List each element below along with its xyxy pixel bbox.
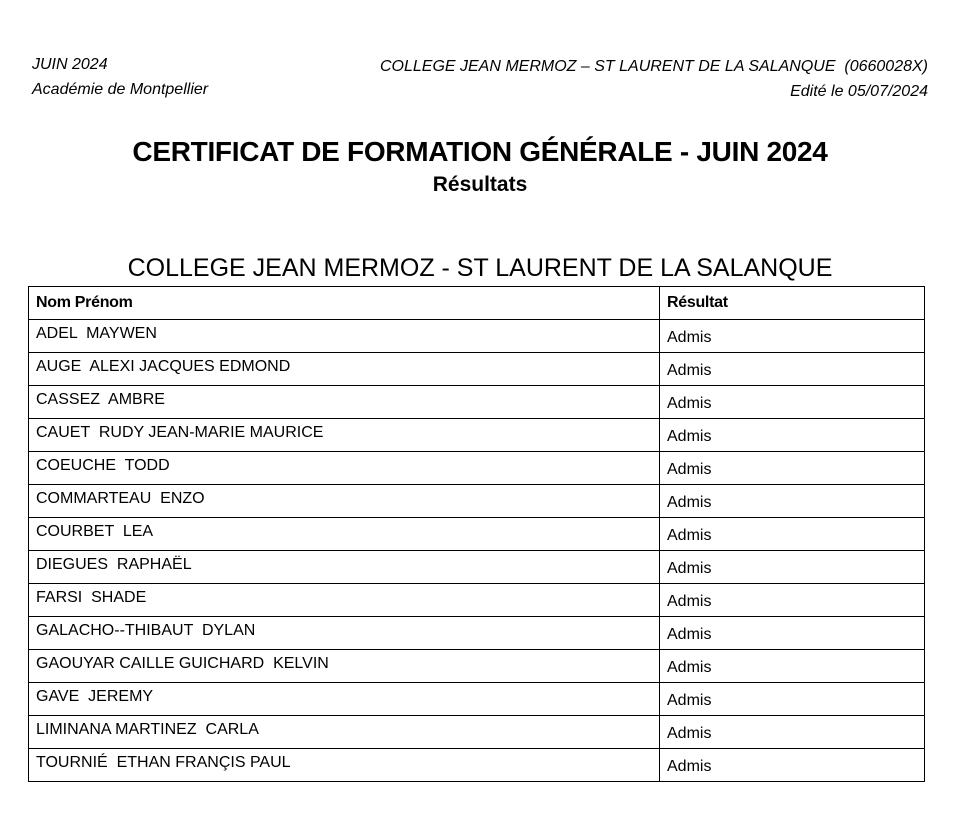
table-row [29, 419, 925, 452]
edit-date: Edité le 05/07/2024 [790, 83, 928, 100]
result-cell: Admis [660, 485, 925, 518]
table-row [29, 518, 925, 551]
student-name-cell: COEUCHE TODD [29, 452, 660, 485]
table-row [29, 683, 925, 716]
student-name-cell: CASSEZ AMBRE [29, 386, 660, 419]
column-header-name: Nom Prénom [29, 287, 660, 320]
table-header-row [29, 287, 925, 320]
session-label: JUIN 2024 [32, 56, 108, 73]
document-subtitle: Résultats [432, 173, 528, 196]
student-name-cell: LIMINANA MARTINEZ CARLA [29, 716, 660, 749]
student-name-cell: CAUET RUDY JEAN-MARIE MAURICE [29, 419, 660, 452]
student-name-cell: GALACHO--THIBAUT DYLAN [29, 617, 660, 650]
column-header-result: Résultat [660, 287, 925, 320]
table-row [29, 386, 925, 419]
table-row [29, 551, 925, 584]
header-left [32, 52, 208, 102]
result-cell: Admis [660, 419, 925, 452]
student-name-cell: GAOUYAR CAILLE GUICHARD KELVIN [29, 650, 660, 683]
student-name-cell: COMMARTEAU ENZO [29, 485, 660, 518]
result-cell: Admis [660, 584, 925, 617]
table-row [29, 617, 925, 650]
result-cell: Admis [660, 683, 925, 716]
results-table [28, 286, 925, 782]
student-name-cell: GAVE JEREMY [29, 683, 660, 716]
student-name-cell: COURBET LEA [29, 518, 660, 551]
result-cell: Admis [660, 320, 925, 353]
results-table-body [29, 320, 925, 782]
school-name: COLLEGE JEAN MERMOZ - ST LAURENT DE LA SALANQUE [127, 254, 833, 282]
result-cell: Admis [660, 551, 925, 584]
table-row [29, 749, 925, 782]
table-row [29, 452, 925, 485]
document-title: CERTIFICAT DE FORMATION GÉNÉRALE - JUIN 2024 [132, 136, 828, 167]
result-cell: Admis [660, 716, 925, 749]
result-cell: Admis [660, 386, 925, 419]
table-row [29, 716, 925, 749]
result-cell: Admis [660, 452, 925, 485]
result-cell: Admis [660, 650, 925, 683]
academy-label: Académie de Montpellier [32, 81, 209, 98]
student-name-cell: FARSI SHADE [29, 584, 660, 617]
result-cell: Admis [660, 749, 925, 782]
result-cell: Admis [660, 353, 925, 386]
school-code-line: COLLEGE JEAN MERMOZ – ST LAURENT DE LA SALANQUE (0660028X) [379, 58, 928, 75]
table-row [29, 353, 925, 386]
table-row [29, 650, 925, 683]
table-row [29, 320, 925, 353]
table-row [29, 485, 925, 518]
student-name-cell: DIEGUES RAPHAËL [29, 551, 660, 584]
student-name-cell: TOURNIÉ ETHAN FRANÇIS PAUL [29, 749, 660, 782]
result-cell: Admis [660, 518, 925, 551]
student-name-cell: ADEL MAYWEN [29, 320, 660, 353]
result-cell: Admis [660, 617, 925, 650]
table-row [29, 584, 925, 617]
student-name-cell: AUGE ALEXI JACQUES EDMOND [29, 353, 660, 386]
header-right [380, 54, 928, 104]
